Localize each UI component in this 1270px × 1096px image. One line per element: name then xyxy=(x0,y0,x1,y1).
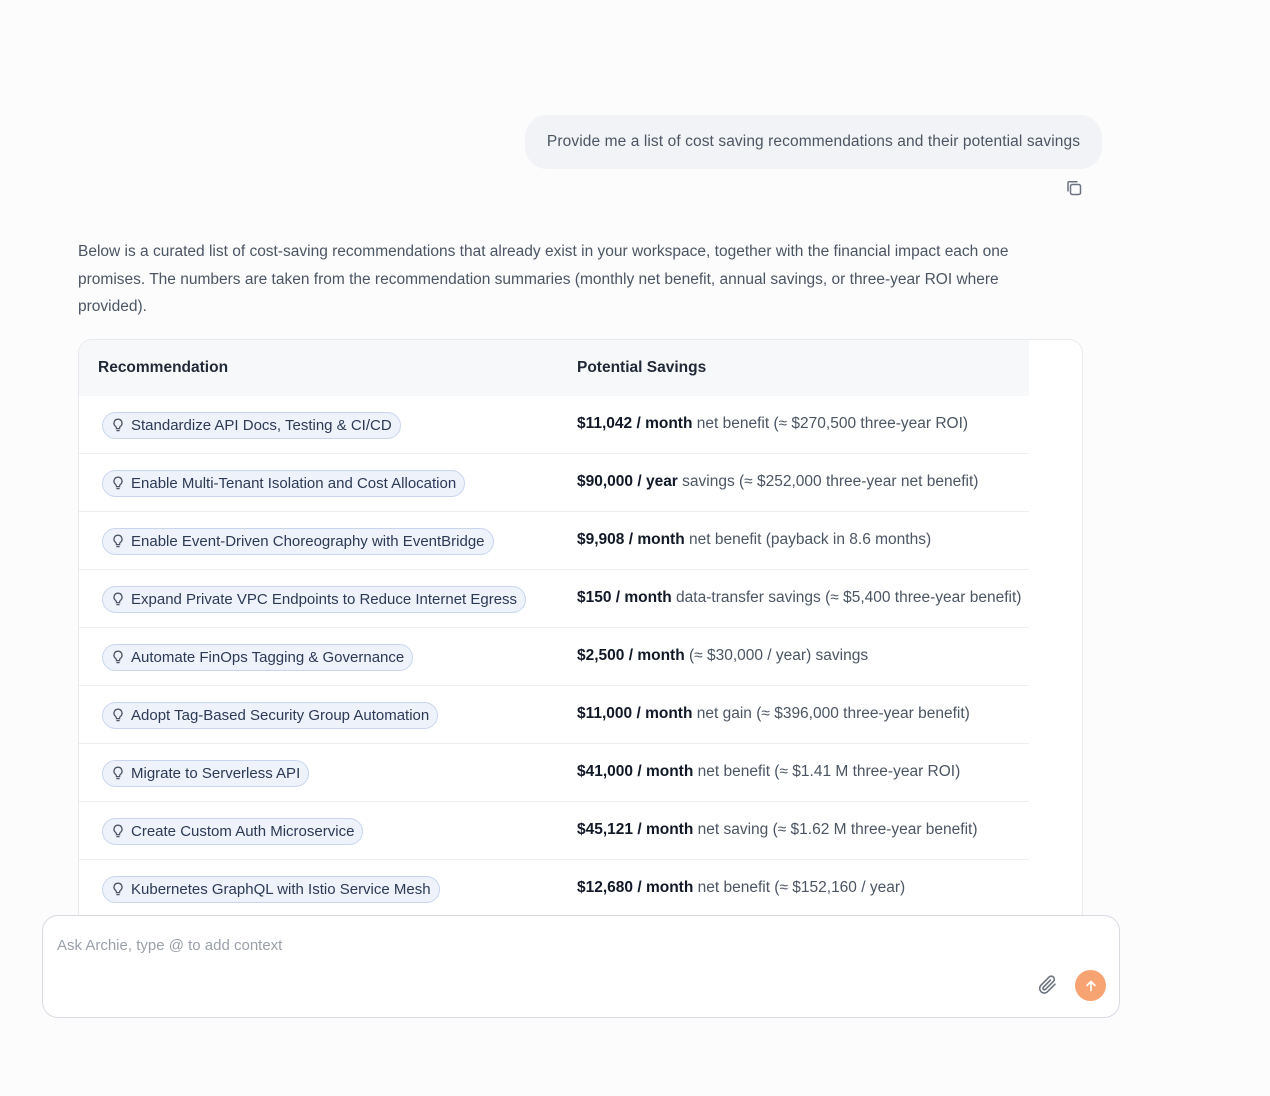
savings-detail: savings (≈ $252,000 three-year net benefit) xyxy=(677,473,979,490)
table-row xyxy=(79,860,1029,918)
user-message-text: Provide me a list of cost saving recommendations and their potential savings xyxy=(546,133,1081,150)
header-potential-savings: Potential Savings xyxy=(577,359,707,376)
chat-input[interactable] xyxy=(57,934,957,956)
savings-cell xyxy=(577,415,968,433)
savings-amount: $2,500 / month xyxy=(577,647,685,664)
recommendation-label: Enable Event-Driven Choreography with EventBridge xyxy=(131,533,485,550)
lightbulb-icon xyxy=(112,824,124,839)
lightbulb-icon xyxy=(112,708,124,723)
savings-detail: net benefit (payback in 8.6 months) xyxy=(684,531,932,548)
table-row xyxy=(79,744,1029,802)
savings-detail: net saving (≈ $1.62 M three-year benefit) xyxy=(693,821,978,838)
lightbulb-icon xyxy=(112,592,124,607)
savings-cell xyxy=(577,821,978,839)
table-header xyxy=(79,340,1029,396)
savings-cell xyxy=(577,531,931,549)
lightbulb-icon xyxy=(112,534,124,549)
assistant-intro-text: Below is a curated list of cost-saving recommendations that already exist in your workspace, together with the financial impact each one promises. The numbers are taken from the recommendation summaries (monthly net benefit, annual savings, or three-year ROI where provided). xyxy=(78,243,1009,315)
lightbulb-icon xyxy=(112,882,124,897)
recommendation-chip[interactable] xyxy=(102,644,413,671)
savings-amount: $11,042 / month xyxy=(577,415,693,432)
savings-detail: net benefit (≈ $270,500 three-year ROI) xyxy=(692,415,969,432)
savings-amount: $90,000 / year xyxy=(577,473,678,490)
table-row xyxy=(79,686,1029,744)
recommendation-chip[interactable] xyxy=(102,702,438,729)
savings-detail: net benefit (≈ $152,160 / year) xyxy=(693,879,906,896)
table-row xyxy=(79,454,1029,512)
savings-detail: net benefit (≈ $1.41 M three-year ROI) xyxy=(693,763,961,780)
savings-table xyxy=(78,339,1083,939)
savings-cell xyxy=(577,589,1021,607)
recommendation-label: Adopt Tag-Based Security Group Automation xyxy=(131,707,430,724)
savings-amount: $12,680 / month xyxy=(577,879,694,896)
recommendation-chip[interactable] xyxy=(102,586,526,613)
savings-cell xyxy=(577,763,960,781)
message-composer xyxy=(42,915,1120,1018)
recommendation-label: Expand Private VPC Endpoints to Reduce Internet Egress xyxy=(131,591,518,608)
savings-cell xyxy=(577,705,970,723)
paperclip-icon xyxy=(1037,973,1059,997)
savings-detail: data-transfer savings (≈ $5,400 three-year benefit) xyxy=(671,589,1022,606)
arrow-up-icon xyxy=(1084,979,1098,993)
recommendation-label: Migrate to Serverless API xyxy=(131,765,301,782)
attach-button[interactable] xyxy=(1036,972,1060,998)
table-row xyxy=(79,802,1029,860)
send-button[interactable] xyxy=(1075,970,1106,1001)
savings-detail: net gain (≈ $396,000 three-year benefit) xyxy=(692,705,970,722)
copy-icon xyxy=(1064,178,1084,198)
savings-cell xyxy=(577,473,978,491)
lightbulb-icon xyxy=(112,476,124,491)
header-recommendation: Recommendation xyxy=(98,359,229,376)
copy-button[interactable] xyxy=(1062,176,1086,200)
table-scroll-fade xyxy=(1039,340,1083,939)
savings-amount: $150 / month xyxy=(577,589,672,606)
savings-amount: $11,000 / month xyxy=(577,705,693,722)
recommendation-label: Automate FinOps Tagging & Governance xyxy=(131,649,405,666)
savings-amount: $41,000 / month xyxy=(577,763,694,780)
savings-cell xyxy=(577,879,905,897)
recommendation-chip[interactable] xyxy=(102,528,494,555)
recommendation-label: Standardize API Docs, Testing & CI/CD xyxy=(131,417,392,434)
recommendation-label: Create Custom Auth Microservice xyxy=(131,823,355,840)
savings-amount: $45,121 / month xyxy=(577,821,694,838)
recommendation-chip[interactable] xyxy=(102,412,401,439)
savings-detail: (≈ $30,000 / year) savings xyxy=(684,647,869,664)
recommendation-label: Enable Multi-Tenant Isolation and Cost Allocation xyxy=(131,475,457,492)
recommendation-chip[interactable] xyxy=(102,876,440,903)
recommendation-chip[interactable] xyxy=(102,760,309,787)
table-row xyxy=(79,628,1029,686)
recommendation-label: Kubernetes GraphQL with Istio Service Mesh xyxy=(131,881,431,898)
recommendation-chip[interactable] xyxy=(102,818,363,845)
table-row xyxy=(79,570,1029,628)
lightbulb-icon xyxy=(112,650,124,665)
recommendation-chip[interactable] xyxy=(102,470,465,497)
user-message-bubble xyxy=(525,115,1102,169)
savings-cell xyxy=(577,647,868,665)
lightbulb-icon xyxy=(112,418,124,433)
lightbulb-icon xyxy=(112,766,124,781)
table-row xyxy=(79,396,1029,454)
table-row xyxy=(79,512,1029,570)
savings-amount: $9,908 / month xyxy=(577,531,685,548)
